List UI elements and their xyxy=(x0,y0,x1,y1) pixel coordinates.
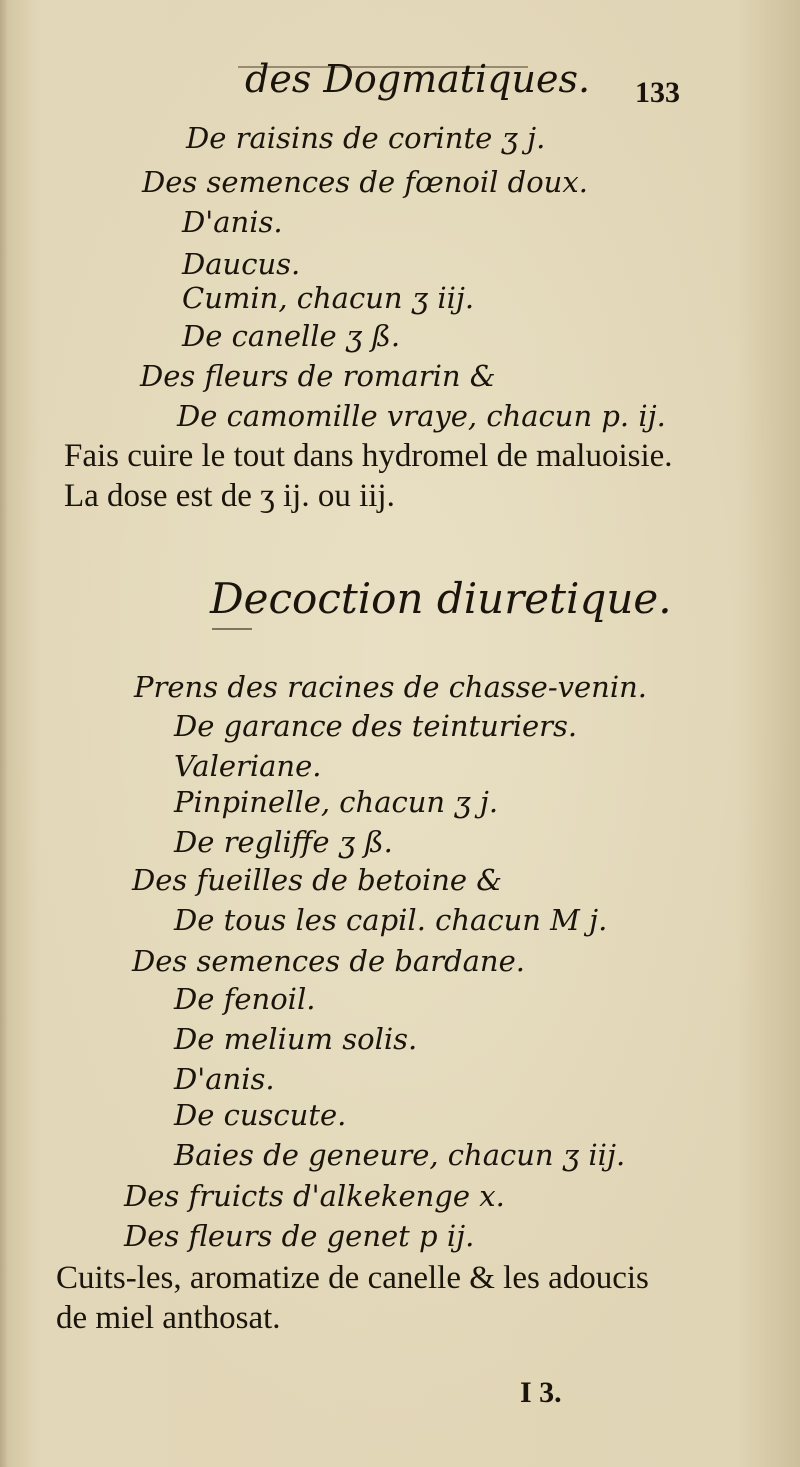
recipe2-line-9: De fenoil. xyxy=(174,982,316,1016)
page-number: 133 xyxy=(635,76,680,109)
recipe2-line-5: De regliffe ʒ ß. xyxy=(174,825,393,859)
section-title-rule xyxy=(212,628,252,630)
recipe1-instruction: Fais cuire le tout dans hydromel de maluoisie. xyxy=(64,438,673,474)
recipe2-instruction-2: de miel anthosat. xyxy=(56,1300,281,1336)
recipe2-line-1: Prens des racines de chasse-venin. xyxy=(134,670,648,704)
recipe1-line-7: Des fleurs de romarin & xyxy=(140,359,496,393)
recipe1-line-6: De canelle ʒ ß. xyxy=(182,319,401,353)
recipe2-line-10: De melium solis. xyxy=(174,1022,418,1056)
recipe2-line-4: Pinpinelle, chacun ʒ j. xyxy=(174,785,499,819)
recipe1-line-5: Cumin, chacun ʒ iij. xyxy=(182,281,475,315)
recipe2-line-13: Baies de geneure, chacun ʒ iij. xyxy=(174,1138,626,1172)
recipe2-line-3: Valeriane. xyxy=(174,749,322,783)
section-title: Decoction diuretique. xyxy=(210,574,672,623)
recipe2-line-7: De tous les capil. chacun M j. xyxy=(174,903,608,937)
recipe2-instruction-1: Cuits-les, aromatize de canelle & les adoucis xyxy=(56,1260,649,1296)
recipe2-line-8: Des semences de bardane. xyxy=(132,944,525,978)
page-edge-shadow xyxy=(0,0,8,1467)
recipe1-dose: La dose est de ʒ ij. ou iij. xyxy=(64,478,395,514)
recipe2-line-2: De garance des teinturiers. xyxy=(174,709,578,743)
recipe1-line-1: De raisins de corinte ʒ j. xyxy=(186,121,546,155)
recipe1-line-3: D'anis. xyxy=(182,205,283,239)
recipe2-line-12: De cuscute. xyxy=(174,1098,347,1132)
signature-mark: I 3. xyxy=(520,1376,562,1409)
recipe1-line-2: Des semences de fœnoil doux. xyxy=(142,165,588,199)
recipe1-line-8: De camomille vraye, chacun p. ij. xyxy=(177,399,666,433)
recipe2-line-15: Des fleurs de genet p ij. xyxy=(124,1219,475,1253)
recipe2-line-6: Des fueilles de betoine & xyxy=(132,863,503,897)
running-title: des Dogmatiques. xyxy=(245,57,591,101)
recipe2-line-11: D'anis. xyxy=(174,1062,275,1096)
recipe1-line-4: Daucus. xyxy=(182,247,301,281)
recipe2-line-14: Des fruicts d'alkekenge x. xyxy=(124,1179,505,1213)
